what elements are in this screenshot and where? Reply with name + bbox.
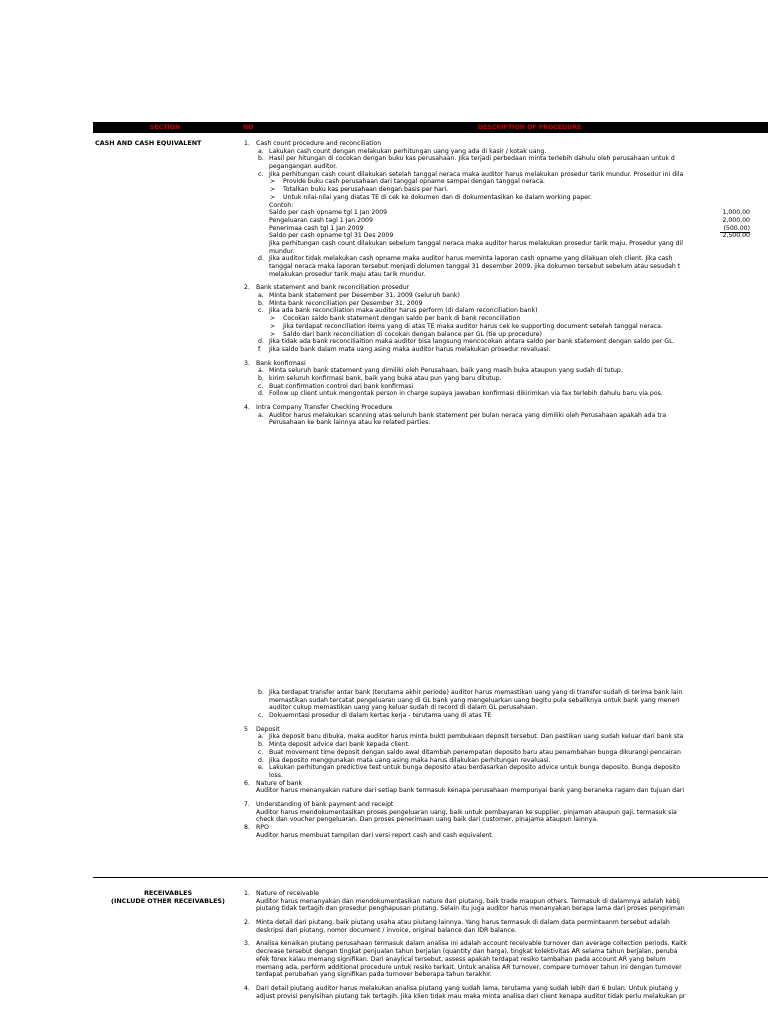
item-marker: a. [258,367,264,375]
item-text: Nature of receivable [256,890,319,897]
section-receivables-subtitle: (INCLUDE OTHER RECEIVABLES) [111,897,225,905]
item-text: Dokuemntasi prosedur di dalam kertas kerja - terutama uang di atas TE [269,712,492,720]
procedure-line [244,419,768,427]
procedure-line [244,809,768,817]
item-marker: > [270,178,276,186]
procedure-line [244,155,768,163]
item-marker: b. [258,689,264,696]
procedure-line [244,292,768,300]
item-text: Buat movement time deposit dengan saldo awal ditambah penempatan deposito baru atau penambahan bunga dikurangi pencairan [269,748,681,756]
procedure-line [244,163,768,171]
item-text: loss. [269,771,283,779]
item-marker: b. [258,374,264,382]
procedure-line [244,704,768,712]
procedure-line [244,824,768,832]
procedure-line [244,209,768,217]
item-marker: c. [258,712,264,720]
item-text: Follow up client untuk mengontak person in charge supaya jawaban konfirmasi dikirimkan via fax terlebih dahulu baru via pos. [269,390,663,398]
item-text: Understanding of bank payment and receipt [256,800,394,808]
procedure-line [244,956,768,964]
procedure-line [244,801,768,809]
item-text: Minta detail dari piutang, baik piutang usaha atau piutang lainnya. Yang harus termasuk di dalam data permintaanm tersebut adalah [256,919,670,927]
procedure-line [244,927,768,935]
procedure-line [244,390,768,398]
item-text: terdapat perubahan yang signifikan pada turnover beberapa tahun terakhir. [256,971,492,979]
item-text: Minta bank statement per Desember 31, 2009 (seluruh bank) [269,292,460,300]
item-text: Auditor harus mendokumentasikan proses pengeluaran uang, baik untuk pembayaran ke supplier, pinjaman ataupun gaji, termasuk sia [256,808,677,816]
item-text: Analisa kenaikan piutang perusahaan termasuk dalam analisa ini adalah account receivable turnover dan average collection periods. Kaitk [256,940,687,948]
item-text: Saldo dari bank reconciliation di cocokan dengan balance per GL (tie up procedure) [283,330,542,338]
procedure-line [244,948,768,956]
section-receivables [93,889,243,905]
item-text: piutang tidak tertagih dan prosedur penghapusan piutang. Selain itu juga auditor harus menanyakan berapa lama dari proses pengiriman [256,905,685,913]
procedure-line [244,202,768,210]
item-text: Contoh: [269,201,294,209]
item-marker: 2. [244,284,250,292]
item-text: Deposit [256,725,280,733]
amount-value: 2,500.00 [722,232,750,240]
item-text: Lakukan perhitungan predictive test untuk bunga deposito atau berdasarkan deposito advice untuk bunga deposito. Bunga deposito [269,764,681,772]
item-marker: > [270,330,276,338]
procedure-line [244,300,768,308]
item-text: Auditor harus melakukan scanning atas seluruh bank statement per bulan neraca yang dimiliki oleh Perusahaan apakah ada tra [269,411,667,419]
item-text: check dan voucher pengeluaran. Dan proses penerimaan uang baik dari customer, pinajama ataupun lainnya. [256,816,599,824]
procedure-line [244,832,768,840]
procedure-line [244,331,768,339]
procedure-line [244,404,768,412]
procedure-line [244,749,768,757]
item-text: melakukan prosedur tarik maju atau tarik mundur. [269,270,426,278]
procedure-line [244,993,768,1001]
item-text: Bank konfirmasi [256,359,306,367]
procedure-line [244,780,768,788]
item-text: pegangangan auditor. [269,163,338,171]
item-text: Minta seluruh bank statement yang dimiliki oleh Perusahaan, baik yang masih buka ataupun yang sudah di tutup. [269,367,623,375]
item-text: efek forex kalau memang signifikan. Dari anaylical tersebut, assess apakah terdapat resiko tambahan pada account AR yang belum [256,955,666,963]
procedure-line [244,307,768,315]
procedure-line [244,178,768,186]
item-marker: > [270,193,276,201]
procedure-line [244,412,768,420]
procedure-line [244,764,768,772]
table-header [93,122,768,133]
item-text: Jika terdapat reconciliation items yang di atas TE maka auditor harus cek ke supporting document setelah tanggal neraca. [283,322,663,330]
procedure-line [244,985,768,993]
item-text: Jika ada bank reconciliation maka auditor harus perform (di dalam reconciliation bank) [269,307,538,315]
cash-procedures-part-1 [244,140,768,427]
header-section: SECTION [150,124,181,131]
procedure-line [244,697,768,705]
item-marker: d. [258,338,264,346]
item-text: Intra Company Transfer Checking Procedure [256,404,393,411]
amount-value: (500.00) [720,225,750,234]
item-marker: 7. [244,800,250,808]
procedure-line [244,890,768,898]
receivables-procedures [244,890,768,1000]
item-text: Pengeluaran cash tagl 1 Jan 2009 [269,216,373,224]
procedure-line [244,240,768,248]
procedure-line [244,171,768,179]
item-marker: 3. [244,940,250,948]
procedure-line [244,383,768,391]
item-marker: a. [258,733,264,741]
item-marker: f. [258,345,262,353]
item-marker: e. [258,764,264,772]
item-marker: c. [258,382,264,390]
item-text: Auditor harus membuat tampilan dari versi report cash and cash equivalent. [256,831,494,839]
item-marker: d. [258,390,264,398]
item-marker: 5 [244,725,248,733]
item-text: tanggal neraca maka laporan tersebut menjadi dolumen tanggal 31 desember 2009, jika dokumen tersebut sebelum atau sesudah t [269,263,681,270]
item-text: Jika perhitungan cash count dilakukan setelah tanggal neraca maka auditor harus melakukan prosedur tarik mundur. Prosedur ini dila [269,170,684,178]
item-text: Saldo per cash opname tgl 1 Jan 2009 [269,209,388,217]
item-text: Saldo per cash opname tgl 31 Des 2009 [269,232,394,240]
header-no: NO [243,124,254,131]
item-marker: 3. [244,359,250,367]
procedure-line [244,816,768,824]
procedure-line [244,248,768,256]
procedure-line [244,971,768,979]
item-text: Jika deposito menggunakan mata uang asing maka harus dilakukan perhitungan revaluasi. [269,756,551,764]
section-divider [93,877,768,878]
procedure-line [244,186,768,194]
procedure-line [244,346,768,354]
procedure-line [244,741,768,749]
procedure-line [244,898,768,906]
procedure-line [244,712,768,720]
procedure-line [244,905,768,913]
item-text: Jika terdapat transfer antar bank (terutama akhir periode) auditor harus memastikan uang yang di transfer sudah di terima bank lain [269,689,683,696]
item-text: deskripsi dari piutang, nomor document / invoice, original balance dan IDR balance. [256,926,517,934]
item-text: Auditor harus menanyakan dan mendokumentasikan nature dari piutang, baik trade maupun others. Termasuk di dalamnya adalah kebij [256,897,680,905]
item-text: Minta bank reconciliation per Desember 31, 2009 [269,299,423,307]
item-marker: > [270,186,276,194]
procedure-line [244,772,768,780]
item-text: Untuk nilai-nilai yang diatas TE di cek ke dokumen dan di dokumentasikan ke dalam working paper. [283,193,592,201]
item-text: Jika deposit baru dibuka, maka auditor harus minta bukti pembukaan deposit tersebut. Dan pastikan uang sudah keluar dari bank sta [269,733,684,741]
amount-value: 2,000.00 [722,216,750,224]
item-text: mundur. [269,247,295,255]
procedure-line [244,225,768,233]
item-text: Lakukan cash count dengan melakukan perhitungan uang yang ada di kasir / kotak uang. [269,147,547,155]
item-text: Bank statement and bank reconciliation prosedur [256,284,410,292]
cash-procedures-part-2 [244,689,768,839]
header-description: DESCRIPTION OF PROCEDURE [478,124,582,131]
item-text: Auditor harus menanyakan nature dari setiap bank termasuk kenapa perusahaan mempunyai bank yang beraneka ragam dan tujuan dari [256,787,685,795]
item-text: Jika tidak ada bank reconciliaition maka auditor bisa langsung mencocokan antara saldo per bank statement dengan saldo per GL. [269,338,675,346]
item-text: auditor cukup memastikan uang yang keluar sudah di record di dalam GL perusahaan. [269,704,538,712]
procedure-line [244,271,768,279]
procedure-line [244,726,768,734]
item-text: Penerimaa cash tgl 1 Jan 2009 [269,224,364,232]
procedure-line [244,284,768,292]
item-marker: 6. [244,779,250,787]
procedure-line [244,140,768,148]
item-marker: b. [258,299,264,307]
item-text: Hasil per hitungan di cocokan dengan buku kas perusahaan. Jika terjadi perbedaan minta terlebih dahulu oleh perusahaan untuk d [269,155,675,163]
procedure-line [244,689,768,697]
procedure-line [244,360,768,368]
item-text: Jika perhitungan cash count dilakukan sebelum tanggal neraca maka auditor harus melakukan prosedur tarik maju. Prosedur yang dil [269,239,684,247]
item-marker: 1. [244,890,250,897]
procedure-line [244,367,768,375]
item-text: Jika auditor tidak melakukan cash opname maka auditor harus meminta laporan cash opname yang dilakuan oleh client. Jika cash [269,255,673,263]
item-text: memang ada, perform additional procedure untuk resiko terkait. Untuk analisa AR turnover, compare turnover tahun ini dengan turnover [256,963,682,971]
item-marker: 4. [244,984,250,992]
procedure-line [244,733,768,741]
item-marker: d. [258,255,264,263]
item-marker: 1. [244,140,250,147]
item-marker: b. [258,741,264,749]
item-text: Cocokan saldo bank statement dengan saldo per bank di bank reconciliation [283,315,521,323]
procedure-line [244,787,768,795]
item-text: Cash count procedure and reconciliation [256,140,382,147]
procedure-line [244,919,768,927]
item-text: Totalkan buku kas perusahaan dengan basis per hari. [283,186,449,194]
item-text: memastikan sudah tercatat pengeluaran uang di GL bank yang mengeluarkan uang begitu pula sebaliknya untuk bank yang meneri [269,696,680,704]
section-receivables-title: RECEIVABLES [143,889,193,897]
item-text: decrease tersebut dengan tingkat penjualan tahun berjalan (quantity dan harga), tingkat kolektivitas AR selama tahun berjalan, peruba [256,948,678,956]
item-marker: 2. [244,919,250,927]
item-text: Dari detail piutang auditor harus melakukan analisa piutang yang sudah lama, terutama yang sudah lebih dari 6 bulan. Untuk piutang y [256,984,679,992]
item-text: kirim seluruh konfirmasi bank, baik yang buka atau pun yang baru ditutup. [269,374,502,382]
item-marker: c. [258,307,264,315]
item-text: Buat confirmation control dari bank konfirmasi [269,382,414,390]
item-marker: > [270,322,276,330]
procedure-line [244,757,768,765]
procedure-line [244,232,768,240]
procedure-line [244,375,768,383]
item-marker: a. [258,292,264,300]
procedure-line [244,148,768,156]
item-marker: d. [258,756,264,764]
procedure-line [244,940,768,948]
item-text: Nature of bank [256,779,303,787]
item-marker: a. [258,411,264,419]
item-text: Jika saldo bank dalam mata uang asing maka auditor harus melakukan prosedur revaluasi. [269,345,551,353]
item-text: Provide buku cash perusahaan dari tanggal opname sampai dengan tanggal neraca. [283,178,545,186]
item-marker: 4. [244,404,250,411]
procedure-line [244,338,768,346]
amount-value: 1,000.00 [722,209,750,217]
item-text: Perusahaan ke bank lainnya atau ke related parties. [269,419,431,427]
item-text: Minta deposit advice dari bank kepada client. [269,741,410,749]
item-text: RPO [256,824,269,831]
procedure-line [244,194,768,202]
section-cash: CASH AND CASH EQUIVALENT [95,139,202,147]
item-marker: > [270,315,276,323]
procedure-line [244,323,768,331]
item-marker: b. [258,155,264,163]
procedure-line [244,964,768,972]
item-marker: c. [258,748,264,756]
item-text: adjust provisi penyisihan piutang tak tertagih. Jika klien tidak mau maka minta analisa dari client kenapa auditor tidak perlu melakukan pr [256,992,686,1000]
procedure-line [244,263,768,271]
procedure-line [244,255,768,263]
procedure-line [244,217,768,225]
item-marker: 8. [244,824,250,831]
item-marker: c. [258,170,264,178]
procedure-line [244,315,768,323]
item-marker: a. [258,147,264,155]
